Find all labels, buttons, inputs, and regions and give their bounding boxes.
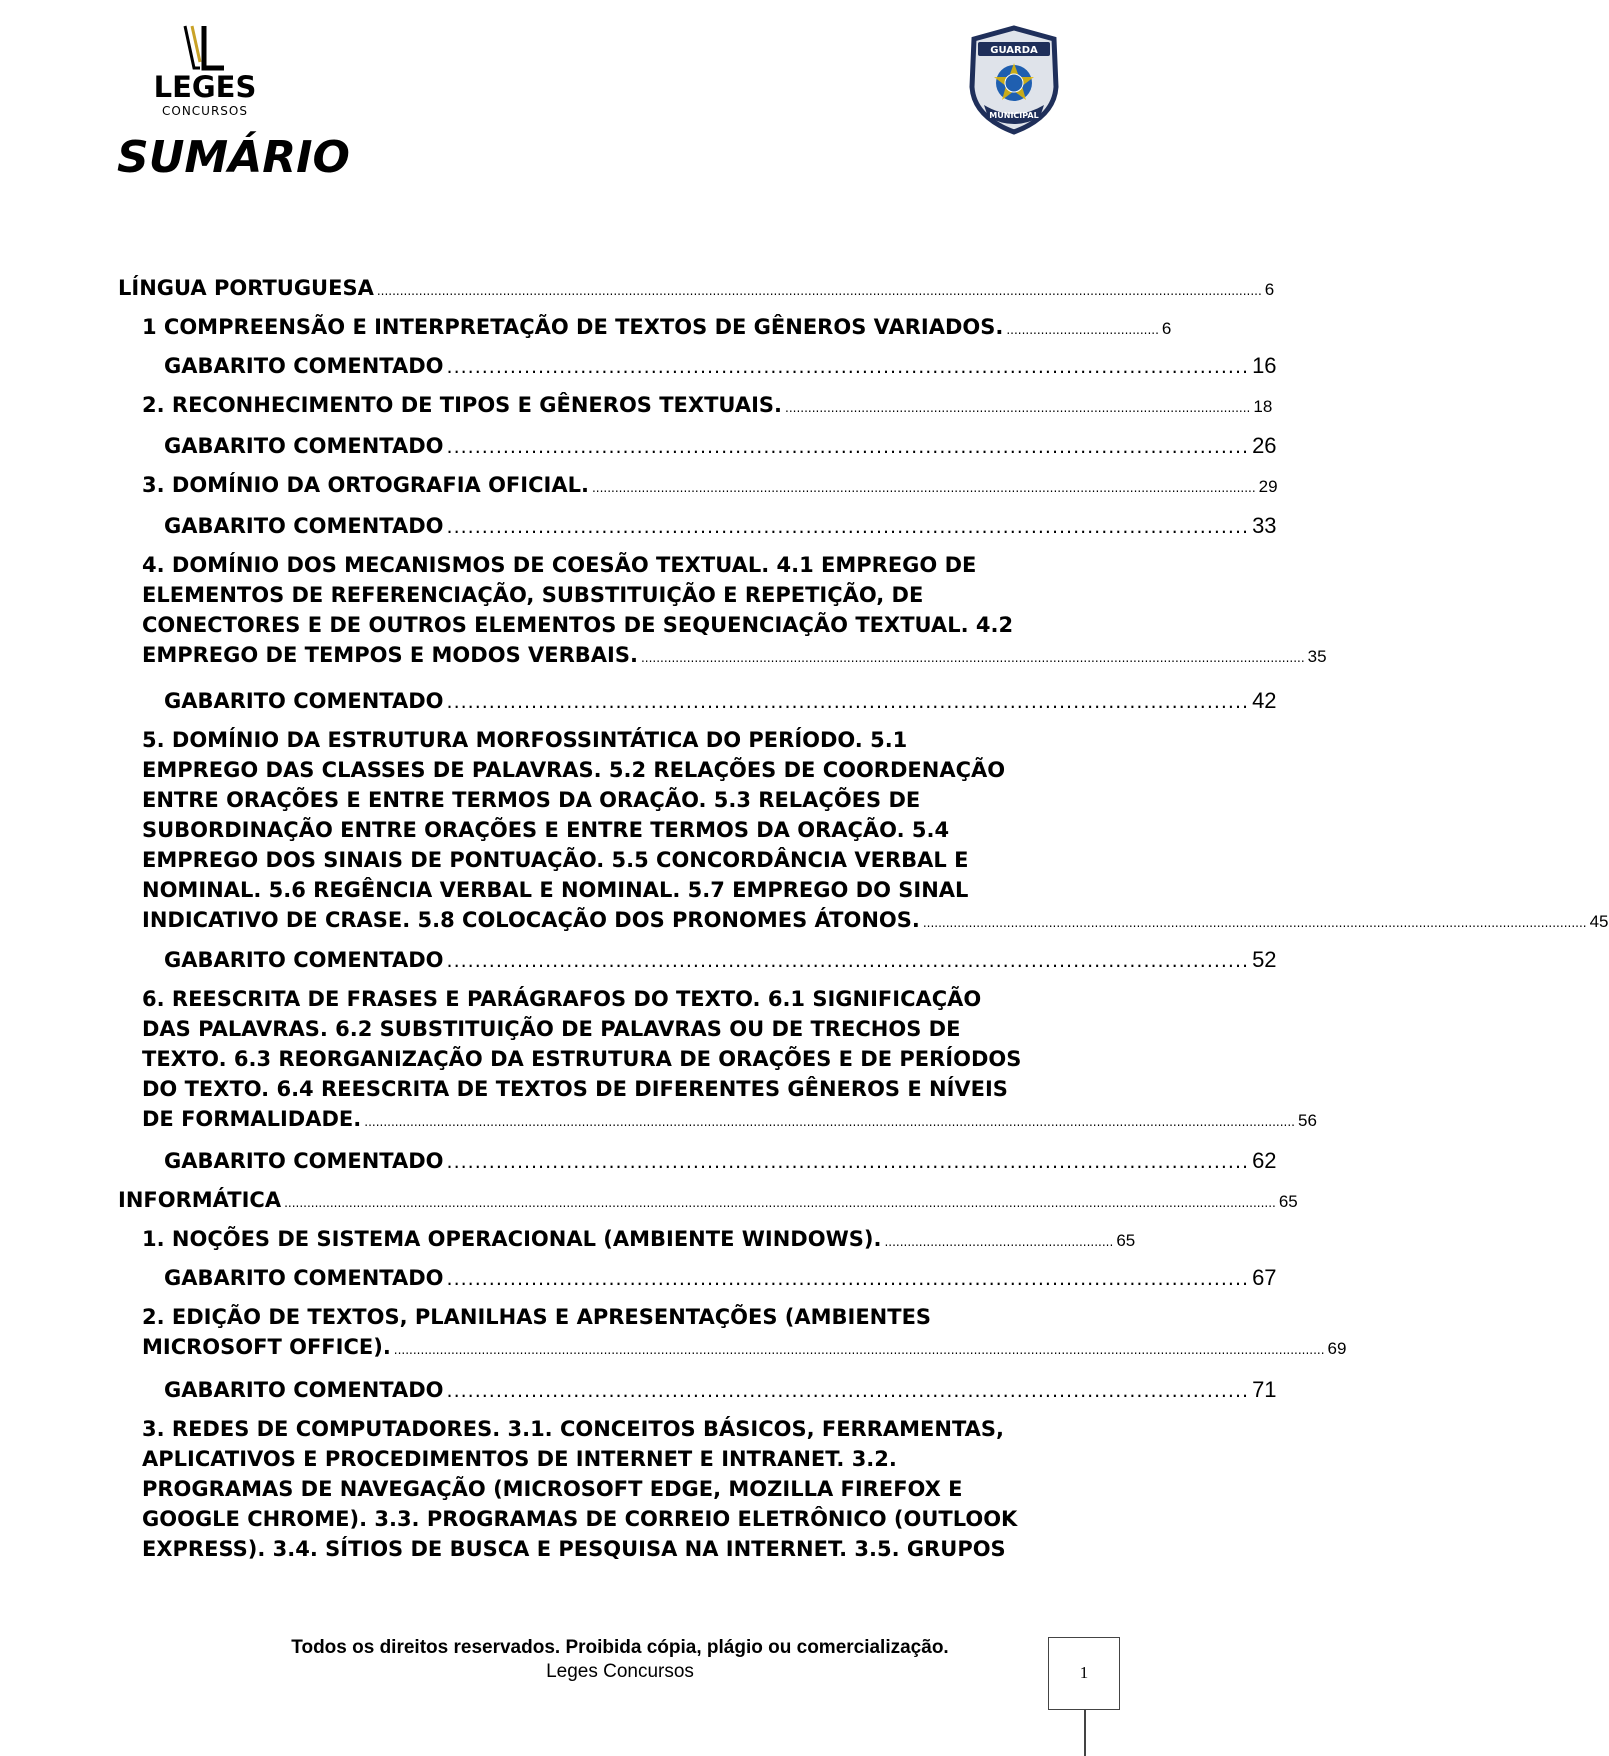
toc-entry[interactable]	[164, 511, 1277, 542]
toc-leader: ..................................................................................................................	[446, 1380, 1250, 1402]
toc-entry[interactable]	[142, 390, 1273, 423]
toc-page: 35	[1307, 647, 1327, 666]
toc-label-line: SUBORDINAÇÃO ENTRE ORAÇÕES E ENTRE TERMOS DA ORAÇÃO. 5.4	[142, 818, 950, 842]
toc-page: 65	[1278, 1192, 1298, 1211]
toc-page: 29	[1258, 477, 1278, 496]
toc-label-line: 3. REDES DE COMPUTADORES. 3.1. CONCEITOS BÁSICOS, FERRAMENTAS,	[142, 1417, 1005, 1441]
guarda-municipal-badge-icon	[968, 25, 1060, 135]
toc-leader: ..................................................................................................................	[446, 1151, 1250, 1173]
toc-page: 71	[1252, 1377, 1277, 1402]
toc-label-line: DO TEXTO. 6.4 REESCRITA DE TEXTOS DE DIFERENTES GÊNEROS E NÍVEIS	[142, 1077, 1008, 1101]
toc-leader: ..................................................................................................................	[446, 436, 1250, 458]
toc-label: 1 COMPREENSÃO E INTERPRETAÇÃO DE TEXTOS DE GÊNEROS VARIADOS.	[142, 315, 1004, 339]
toc-leader: ..................................................................................................................	[446, 691, 1250, 713]
toc-entry[interactable]	[142, 1302, 1347, 1365]
badge-bottom-text: MUNICIPAL	[989, 111, 1039, 120]
toc-page: 6	[1161, 319, 1172, 338]
toc-label-line: 2. EDIÇÃO DE TEXTOS, PLANILHAS E APRESENTAÇÕES (AMBIENTES	[142, 1305, 932, 1329]
toc-leader: ....................................................................................................................................................................................................................................................	[393, 1343, 1325, 1357]
toc-label: DE FORMALIDADE.	[142, 1107, 362, 1131]
toc-label: 3. DOMÍNIO DA ORTOGRAFIA OFICIAL.	[142, 473, 589, 497]
toc-label: GABARITO COMENTADO	[164, 1378, 444, 1402]
toc-entry[interactable]	[164, 351, 1277, 382]
toc-page: 65	[1116, 1231, 1136, 1250]
toc-leader: ..............................................................................................................................................................................	[922, 916, 1587, 930]
toc-label-line: 5. DOMÍNIO DA ESTRUTURA MORFOSSINTÁTICA DO PERÍODO. 5.1	[142, 728, 908, 752]
footer-rights: Todos os direitos reservados. Proibida cópia, plágio ou comercialização.	[291, 1637, 949, 1658]
toc-label: GABARITO COMENTADO	[164, 514, 444, 538]
toc-entry[interactable]	[142, 984, 1317, 1137]
toc-label: INDICATIVO DE CRASE. 5.8 COLOCAÇÃO DOS PRONOMES ÁTONOS.	[142, 908, 920, 932]
toc-page: 52	[1252, 947, 1277, 972]
toc-leader: ..........................................................................................................................	[785, 401, 1251, 415]
toc-entry[interactable]	[142, 1414, 1123, 1564]
toc-page: 16	[1252, 353, 1277, 378]
toc-label-line: EXPRESS). 3.4. SÍTIOS DE BUSCA E PESQUISA NA INTERNET. 3.5. GRUPOS	[142, 1537, 1006, 1561]
leges-logo-mark-icon	[180, 22, 230, 72]
toc-leader: ....................................................................................................................................................................................................................................................................	[284, 1196, 1276, 1210]
toc-label: LÍNGUA PORTUGUESA	[118, 276, 374, 300]
toc-label: INFORMÁTICA	[118, 1188, 282, 1212]
toc-page: 6	[1264, 280, 1275, 299]
toc-entry[interactable]	[164, 1263, 1277, 1294]
toc-label: GABARITO COMENTADO	[164, 1149, 444, 1173]
toc-label-line: 4. DOMÍNIO DOS MECANISMOS DE COESÃO TEXTUAL. 4.1 EMPREGO DE	[142, 553, 977, 577]
toc-entry[interactable]	[118, 1185, 1298, 1218]
toc-entry[interactable]	[142, 550, 1327, 673]
toc-entry[interactable]	[142, 312, 1172, 345]
toc-entry[interactable]	[164, 686, 1277, 717]
toc-leader: ..................................................................................................................	[446, 950, 1250, 972]
toc-label: GABARITO COMENTADO	[164, 434, 444, 458]
toc-label-line: DAS PALAVRAS. 6.2 SUBSTITUIÇÃO DE PALAVRAS OU DE TRECHOS DE	[142, 1017, 961, 1041]
footer-company: Leges Concursos	[546, 1661, 694, 1682]
toc-leader: ..................................................................................................................	[446, 516, 1250, 538]
toc-page: 26	[1252, 433, 1277, 458]
toc-label: GABARITO COMENTADO	[164, 1266, 444, 1290]
page-title: SUMÁRIO	[117, 132, 350, 183]
badge-top-text: GUARDA	[990, 45, 1038, 56]
toc-label-line: GOOGLE CHROME). 3.3. PROGRAMAS DE CORREIO ELETRÔNICO (OUTLOOK	[142, 1507, 1018, 1531]
toc-label-line: ENTRE ORAÇÕES E ENTRE TERMOS DA ORAÇÃO. 5.3 RELAÇÕES DE	[142, 788, 921, 812]
toc-label-line: PROGRAMAS DE NAVEGAÇÃO (MICROSOFT EDGE, MOZILLA FIREFOX E	[142, 1477, 963, 1501]
toc-page: 42	[1252, 688, 1277, 713]
toc-page: 56	[1297, 1111, 1317, 1130]
toc-entry[interactable]	[164, 1146, 1277, 1177]
toc-entry[interactable]	[142, 725, 1609, 938]
toc-entry[interactable]	[142, 470, 1278, 503]
toc-leader: ........................................	[1006, 323, 1159, 337]
toc-leader: ....................................................................................................................................................................................................................................................	[364, 1115, 1295, 1129]
toc-label-line: EMPREGO DAS CLASSES DE PALAVRAS. 5.2 RELAÇÕES DE COORDENAÇÃO	[142, 758, 1006, 782]
toc-label-line: TEXTO. 6.3 REORGANIZAÇÃO DA ESTRUTURA DE ORAÇÕES E DE PERÍODOS	[142, 1047, 1022, 1071]
toc-leader: ..............................................................................................................................................................................	[591, 481, 1256, 495]
toc-page: 33	[1252, 513, 1277, 538]
toc-entry[interactable]	[164, 431, 1277, 462]
toc-entry[interactable]	[118, 273, 1275, 306]
logo-brand-text: LEGES	[153, 70, 257, 104]
logo-sub-text: CONCURSOS	[162, 104, 248, 118]
toc-label-line: EMPREGO DOS SINAIS DE PONTUAÇÃO. 5.5 CONCORDÂNCIA VERBAL E	[142, 848, 969, 872]
toc-leader: ........................................................................................................................................................................................................................................	[376, 284, 1262, 298]
toc-entry[interactable]	[164, 945, 1277, 976]
leges-logo	[150, 22, 260, 117]
toc-entry[interactable]	[142, 1224, 1136, 1257]
toc-label-line: CONECTORES E DE OUTROS ELEMENTOS DE SEQUENCIAÇÃO TEXTUAL. 4.2	[142, 613, 1014, 637]
toc-label-line: 6. REESCRITA DE FRASES E PARÁGRAFOS DO TEXTO. 6.1 SIGNIFICAÇÃO	[142, 987, 982, 1011]
toc-label-line: APLICATIVOS E PROCEDIMENTOS DE INTERNET E INTRANET. 3.2.	[142, 1447, 897, 1471]
toc-leader: ............................................................	[884, 1235, 1114, 1249]
toc-page: 45	[1589, 912, 1609, 931]
toc-label: MICROSOFT OFFICE).	[142, 1335, 391, 1359]
toc-label: EMPREGO DE TEMPOS E MODOS VERBAIS.	[142, 643, 638, 667]
toc-label: GABARITO COMENTADO	[164, 689, 444, 713]
toc-label: 2. RECONHECIMENTO DE TIPOS E GÊNEROS TEXTUAIS.	[142, 393, 782, 417]
toc-page: 62	[1252, 1148, 1277, 1173]
page-number-stem	[1084, 1710, 1086, 1756]
toc-leader: ..................................................................................................................	[446, 356, 1250, 378]
toc-entry[interactable]	[164, 1375, 1277, 1406]
page-number: 1	[1048, 1637, 1120, 1710]
toc-page: 18	[1253, 397, 1273, 416]
toc-label: 1. NOÇÕES DE SISTEMA OPERACIONAL (AMBIENTE WINDOWS).	[142, 1227, 882, 1251]
toc-label: GABARITO COMENTADO	[164, 354, 444, 378]
toc-page: 69	[1327, 1339, 1347, 1358]
toc-page: 67	[1252, 1265, 1277, 1290]
toc-leader: ..................................................................................................................	[446, 1268, 1250, 1290]
toc-label-line: ELEMENTOS DE REFERENCIAÇÃO, SUBSTITUIÇÃO E REPETIÇÃO, DE	[142, 583, 924, 607]
toc-label-line: NOMINAL. 5.6 REGÊNCIA VERBAL E NOMINAL. 5.7 EMPREGO DO SINAL	[142, 878, 969, 902]
toc-leader: ..............................................................................................................................................................................	[640, 651, 1305, 665]
toc-label: GABARITO COMENTADO	[164, 948, 444, 972]
